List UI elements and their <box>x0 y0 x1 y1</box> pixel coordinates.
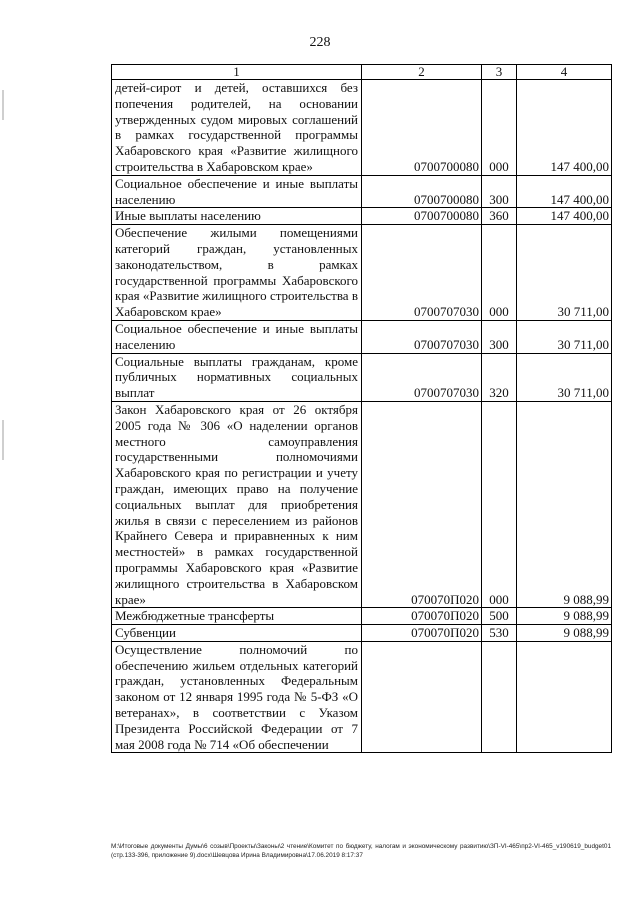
row-amount: 147 400,00 <box>517 80 612 176</box>
row-name: Социальное обеспечение и иные выплаты населению <box>112 175 362 208</box>
row-amount: 9 088,99 <box>517 625 612 642</box>
row-name: Иные выплаты населению <box>112 208 362 225</box>
row-type <box>482 641 517 753</box>
budget-table <box>111 64 612 753</box>
row-type: 000 <box>482 80 517 176</box>
row-type: 360 <box>482 208 517 225</box>
row-type: 320 <box>482 353 517 401</box>
row-code: 0700700080 <box>362 175 482 208</box>
row-name: Субвенции <box>112 625 362 642</box>
row-name: Межбюджетные трансферты <box>112 608 362 625</box>
row-amount: 30 711,00 <box>517 353 612 401</box>
row-code: 070070П020 <box>362 625 482 642</box>
table-row <box>112 80 612 176</box>
row-name: Осуществление полномочий по обеспечению жильем отдельных категорий граждан, установленных Федеральным законом от 12 января 1995 года № 5-ФЗ «О ветеранах», в соответствии с Указом Президента Российской Федерации от 7 мая 2008 года № 714 «Об обеспечении <box>112 641 362 753</box>
row-code: 0700700080 <box>362 80 482 176</box>
row-type: 530 <box>482 625 517 642</box>
row-amount: 30 711,00 <box>517 320 612 353</box>
table-row <box>112 641 612 753</box>
row-code: 0700707030 <box>362 320 482 353</box>
scan-edge-mark <box>2 90 4 120</box>
row-code: 070070П020 <box>362 401 482 607</box>
row-name: Обеспечение жилыми помещениями категорий граждан, установленных законодательством, в рамках государственной программы Хабаровского края «Развитие жилищного строительства в Хабаровском крае» <box>112 225 362 321</box>
row-code: 0700707030 <box>362 225 482 321</box>
row-amount: 147 400,00 <box>517 208 612 225</box>
row-type: 000 <box>482 401 517 607</box>
column-header: 3 <box>482 65 517 80</box>
scan-edge-mark <box>2 420 4 460</box>
row-amount: 9 088,99 <box>517 608 612 625</box>
row-code: 070070П020 <box>362 608 482 625</box>
row-amount: 147 400,00 <box>517 175 612 208</box>
table-row <box>112 625 612 642</box>
row-amount <box>517 641 612 753</box>
column-header: 2 <box>362 65 482 80</box>
table-row <box>112 208 612 225</box>
row-amount: 9 088,99 <box>517 401 612 607</box>
row-type: 000 <box>482 225 517 321</box>
table-row <box>112 225 612 321</box>
row-name: Социальные выплаты гражданам, кроме публичных нормативных социальных выплат <box>112 353 362 401</box>
page-number: 228 <box>309 35 331 50</box>
column-header: 1 <box>112 65 362 80</box>
table-header-row <box>112 65 612 80</box>
row-name: детей-сирот и детей, оставшихся без попечения родителей, на основании утвержденных судом мировых соглашений в рамках государственной программы Хабаровского края «Развитие жилищного строительства в Хабаровском крае» <box>112 80 362 176</box>
row-type: 300 <box>482 175 517 208</box>
row-type: 500 <box>482 608 517 625</box>
row-amount: 30 711,00 <box>517 225 612 321</box>
table-row <box>112 608 612 625</box>
table-row <box>112 401 612 607</box>
table-row <box>112 175 612 208</box>
row-type: 300 <box>482 320 517 353</box>
column-header: 4 <box>517 65 612 80</box>
table-row <box>112 320 612 353</box>
table-row <box>112 353 612 401</box>
row-name: Социальное обеспечение и иные выплаты населению <box>112 320 362 353</box>
row-code: 0700707030 <box>362 353 482 401</box>
document-path-footer: М:\Итоговые документы Думы\6 созыв\Проекты\Законы\2 чтение\Комитет по бюджету, налогам и экономическому развитию\ЗП-VI-465\пр2-VI-465_v190619_budget01 (стр.133-396, приложение 9).docx\Шевцова Ирина Владимировна\17.06.2019 8:17:37 <box>111 843 611 859</box>
row-code <box>362 641 482 753</box>
row-code: 0700700080 <box>362 208 482 225</box>
row-name: Закон Хабаровского края от 26 октября 2005 года № 306 «О наделении органов местного самоуправления государственными полномочиями Хабаровского края по регистрации и учету граждан, имеющих право на получение социальных выплат для приобретения жилья в связи с переселением из районов Крайнего Севера и приравненных к ним местностей» в рамках государственной программы Хабаровского края «Развитие жилищного строительства в Хабаровском крае» <box>112 401 362 607</box>
